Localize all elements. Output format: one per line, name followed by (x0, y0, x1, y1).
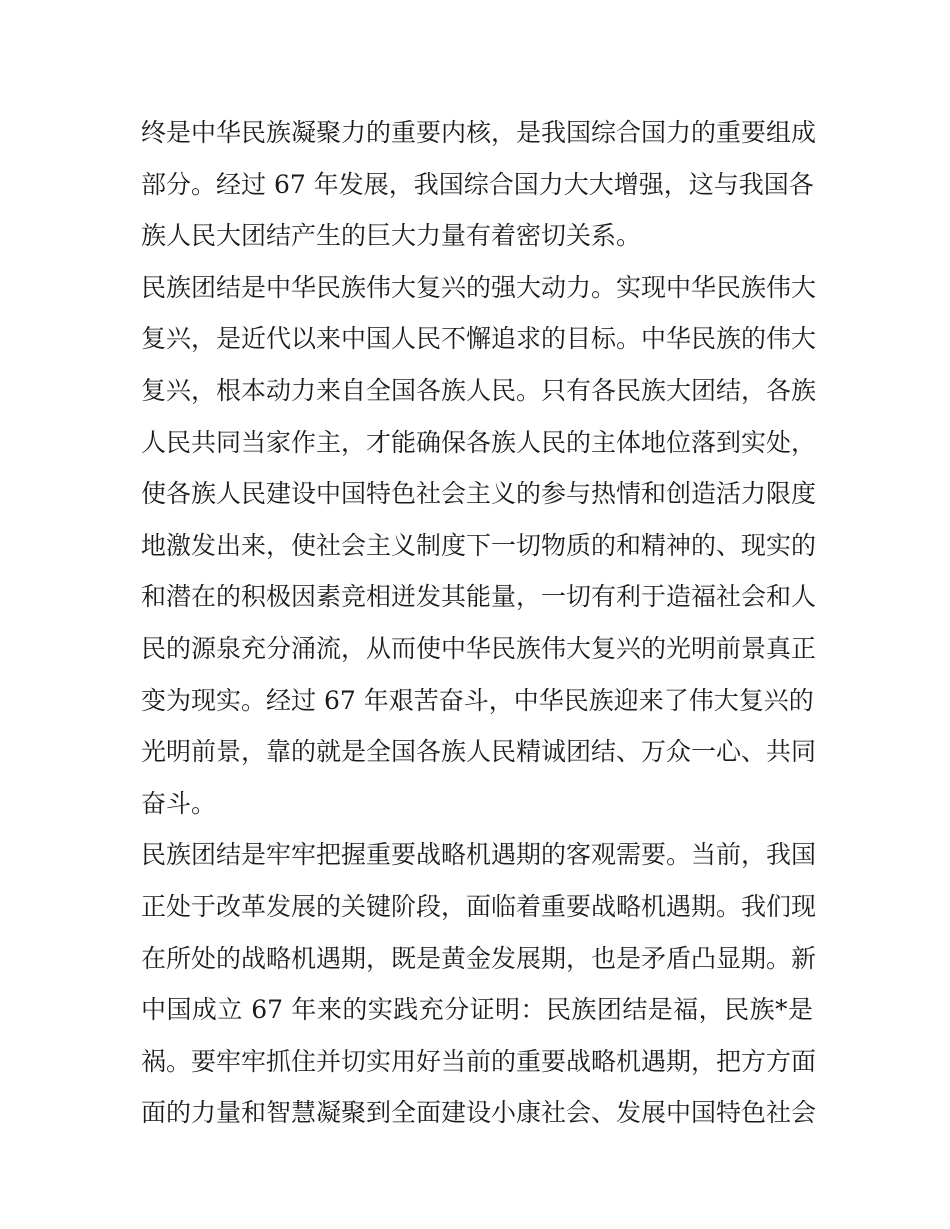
text-line: 地激发出来，使社会主义制度下一切物质的和精神的、现实的 (141, 530, 817, 560)
text-line: 复兴，根本动力来自全国各族人民。只有各民族大团结，各族 (141, 375, 817, 405)
text-line: 部分。经过 67 年发展，我国综合国力大大增强，这与我国各 (141, 169, 814, 199)
text-line: 祸。要牢牢抓住并切实用好当前的重要战略机遇期，把方方面 (141, 1046, 817, 1076)
text-line: 面的力量和智慧凝聚到全面建设小康社会、发展中国特色社会 (141, 1098, 817, 1128)
text-line: 变为现实。经过 67 年艰苦奋斗，中华民族迎来了伟大复兴的 (141, 685, 814, 715)
text-line: 民的源泉充分涌流，从而使中华民族伟大复兴的光明前景真正 (141, 633, 817, 663)
body-text (141, 107, 817, 1139)
text-line: 光明前景，靠的就是全国各族人民精诚团结、万众一心、共同 (141, 737, 817, 767)
text-line: 奋斗。 (141, 788, 217, 818)
text-line: 正处于改革发展的关键阶段，面临着重要战略机遇期。我们现 (141, 891, 817, 921)
text-line: 人民共同当家作主，才能确保各族人民的主体地位落到实处， (141, 427, 817, 457)
text-line: 复兴，是近代以来中国人民不懈追求的目标。中华民族的伟大 (141, 324, 817, 354)
text-line: 终是中华民族凝聚力的重要内核，是我国综合国力的重要组成 (141, 118, 817, 147)
text-line: 族人民大团结产生的巨大力量有着密切关系。 (141, 221, 642, 251)
text-line: 民族团结是中华民族伟大复兴的强大动力。实现中华民族伟大 (141, 272, 817, 302)
text-line: 和潜在的积极因素竞相迸发其能量，一切有利于造福社会和人 (141, 582, 817, 612)
text-line: 在所处的战略机遇期，既是黄金发展期，也是矛盾凸显期。新 (141, 943, 817, 973)
text-line: 使各族人民建设中国特色社会主义的参与热情和创造活力限度 (141, 479, 817, 509)
text-line: 中国成立 67 年来的实践充分证明：民族团结是福，民族*是 (141, 995, 813, 1025)
text-line: 民族团结是牢牢把握重要战略机遇期的客观需要。当前，我国 (141, 840, 817, 870)
